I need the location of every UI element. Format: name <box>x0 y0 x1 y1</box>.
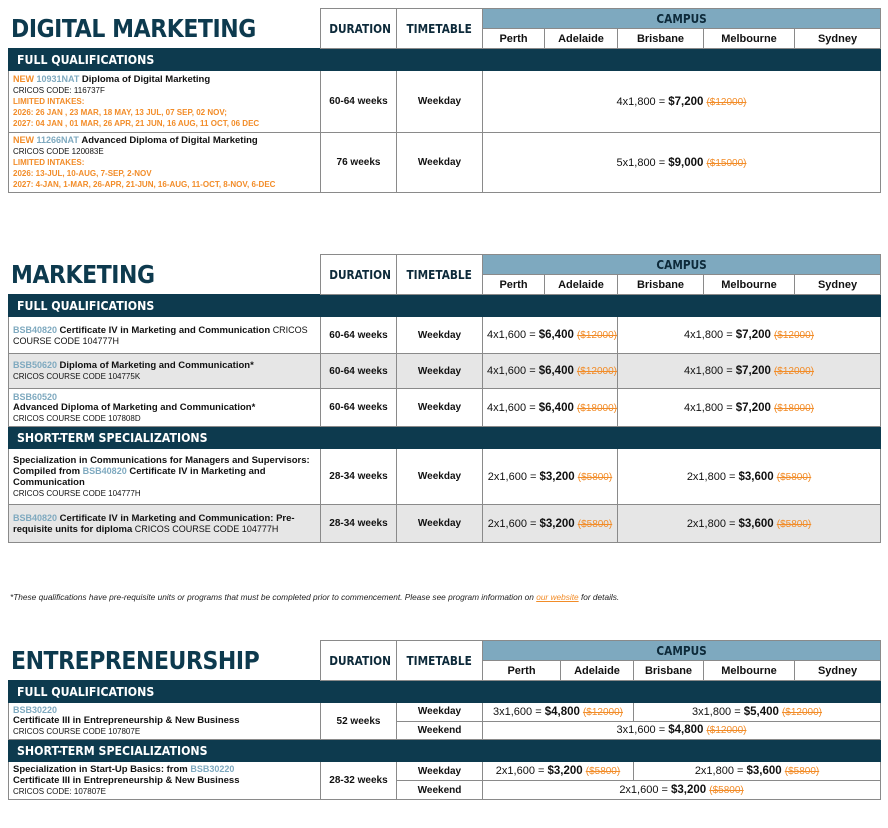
table-row <box>9 449 881 505</box>
timetable-value: Weekday <box>397 133 483 193</box>
city-sydney: Sydney <box>795 29 881 49</box>
entrepreneurship-section <box>8 640 880 800</box>
our-website-link[interactable]: our website <box>536 592 579 602</box>
price-value: 2x1,600 = $3,200 ($5800) <box>483 781 881 800</box>
duration-value: 28-34 weeks <box>321 505 397 543</box>
course-cell: BSB60520 Advanced Diploma of Marketing and Communication* CRICOS COURSE CODE 107808D <box>9 389 321 427</box>
duration-header: DURATION <box>321 255 397 295</box>
city-brisbane: Brisbane <box>634 661 704 681</box>
price-value: 2x1,800 = $3,600 ($5800) <box>634 762 881 781</box>
digital-marketing-section <box>8 8 880 193</box>
table-row <box>9 71 881 133</box>
marketing-table <box>8 254 881 543</box>
duration-value: 60-64 weeks <box>321 389 397 427</box>
marketing-section <box>8 254 880 543</box>
city-adelaide: Adelaide <box>545 29 618 49</box>
campus-header: CAMPUS <box>483 641 881 661</box>
course-cell: BSB40820 Certificate IV in Marketing and Communication: Pre-requisite units for diploma CRICOS COURSE CODE 104777H <box>9 505 321 543</box>
timetable-value: Weekday <box>397 317 483 354</box>
timetable-weekend: Weekend <box>397 721 483 740</box>
city-sydney: Sydney <box>795 661 881 681</box>
price-value: 4x1,800 = $7,200 ($12000) <box>618 317 881 354</box>
band-short-term: SHORT-TERM SPECIALIZATIONS <box>9 427 881 449</box>
city-brisbane: Brisbane <box>618 275 704 295</box>
table-row <box>9 354 881 389</box>
price-value: 4x1,800 = $7,200 ($18000) <box>618 389 881 427</box>
course-name: Diploma of Digital Marketing <box>81 74 211 85</box>
duration-value: 60-64 weeks <box>321 354 397 389</box>
price-value: 4x1,800 = $7,200 ($12000) <box>618 354 881 389</box>
campus-header: CAMPUS <box>483 9 881 29</box>
timetable-value: Weekday <box>397 71 483 133</box>
timetable-weekday: Weekday <box>397 703 483 722</box>
course-cell: NEW 11266NAT Advanced Diploma of Digital Marketing CRICOS CODE 120083E LIMITED INTAKES: 2026: 13-JUL, 10-AUG, 7-SEP, 2-NOV 2027: 4-JAN, 1-MAR, 26-APR, 21-JUN, 16-AUG, 11-OCT, 8-NOV, 6-DEC <box>9 133 321 193</box>
price-value: 3x1,600 = $4,800 ($12000) <box>483 721 881 740</box>
duration-value: 28-34 weeks <box>321 449 397 505</box>
city-perth: Perth <box>483 29 545 49</box>
section-title: ENTREPRENEURSHIP <box>10 645 259 675</box>
price-value: 4x1,600 = $6,400 ($12000) <box>483 317 618 354</box>
table-row <box>9 133 881 193</box>
price-value: 2x1,600 = $3,200 ($5800) <box>483 762 634 781</box>
city-sydney: Sydney <box>795 275 881 295</box>
timetable-value: Weekday <box>397 389 483 427</box>
timetable-weekend: Weekend <box>397 781 483 800</box>
duration-header: DURATION <box>321 641 397 681</box>
price-value: 4x1,600 = $6,400 ($18000) <box>483 389 618 427</box>
course-cell: BSB30220 Certificate III in Entrepreneurship & New Business CRICOS COURSE CODE 107807E <box>9 703 321 740</box>
timetable-value: Weekday <box>397 505 483 543</box>
section-title: DIGITAL MARKETING <box>10 13 256 43</box>
duration-value: 28-32 weeks <box>321 762 397 800</box>
city-adelaide: Adelaide <box>545 275 618 295</box>
band-full-qualifications: FULL QUALIFICATIONS <box>9 295 881 317</box>
price-value: 3x1,800 = $5,400 ($12000) <box>634 703 881 722</box>
timetable-header: TIMETABLE <box>397 9 483 49</box>
timetable-header: TIMETABLE <box>397 255 483 295</box>
duration-value: 60-64 weeks <box>321 71 397 133</box>
course-cell: BSB50620 Diploma of Marketing and Communication* CRICOS COURSE CODE 104775K <box>9 354 321 389</box>
course-name: Advanced Diploma of Digital Marketing <box>81 135 258 146</box>
price-value: 4x1,600 = $6,400 ($12000) <box>483 354 618 389</box>
price-value: 2x1,600 = $3,200 ($5800) <box>483 449 618 505</box>
price-value: 5x1,800 = $9,000 ($15000) <box>483 133 881 193</box>
price-value: 3x1,600 = $4,800 ($12000) <box>483 703 634 722</box>
city-melbourne: Melbourne <box>704 275 795 295</box>
city-melbourne: Melbourne <box>704 661 795 681</box>
table-row <box>9 389 881 427</box>
table-row <box>9 703 881 722</box>
digital-marketing-table <box>8 8 881 193</box>
table-row <box>9 762 881 781</box>
course-code: 11266NAT <box>36 135 79 145</box>
price-value: 2x1,800 = $3,600 ($5800) <box>618 505 881 543</box>
price-value: 2x1,600 = $3,200 ($5800) <box>483 505 618 543</box>
campus-header: CAMPUS <box>483 255 881 275</box>
course-cell: NEW 10931NAT Diploma of Digital Marketing CRICOS CODE: 116737F LIMITED INTAKES: 2026: 26 JAN , 23 MAR, 18 MAY, 13 JUL, 07 SEP, 02 NOV; 2027: 04 JAN , 01 MAR, 26 APR, 21 JUN, 16 AUG, 11 OCT, 06 DEC <box>9 71 321 133</box>
city-melbourne: Melbourne <box>704 29 795 49</box>
table-row <box>9 317 881 354</box>
timetable-value: Weekday <box>397 449 483 505</box>
city-brisbane: Brisbane <box>618 29 704 49</box>
band-full-qualifications: FULL QUALIFICATIONS <box>9 681 881 703</box>
duration-value: 76 weeks <box>321 133 397 193</box>
timetable-header: TIMETABLE <box>397 641 483 681</box>
table-row <box>9 505 881 543</box>
band-full-qualifications: FULL QUALIFICATIONS <box>9 49 881 71</box>
timetable-weekday: Weekday <box>397 762 483 781</box>
city-perth: Perth <box>483 275 545 295</box>
section-title: MARKETING <box>10 259 155 289</box>
course-cell: BSB40820 Certificate IV in Marketing and Communication CRICOS COURSE CODE 104777H <box>9 317 321 354</box>
duration-value: 52 weeks <box>321 703 397 740</box>
footnote: *These qualifications have pre-requisite units or programs that must be completed prior to commencement. Please see program information on our website for details. <box>10 592 620 602</box>
course-cell: Specialization in Communications for Managers and Supervisors: Compiled from BSB40820 Certificate IV in Marketing and Communication CRICOS COURSE CODE 104777H <box>9 449 321 505</box>
duration-value: 60-64 weeks <box>321 317 397 354</box>
entrepreneurship-table <box>8 640 881 800</box>
city-perth: Perth <box>483 661 561 681</box>
duration-header: DURATION <box>321 9 397 49</box>
band-short-term: SHORT-TERM SPECIALIZATIONS <box>9 740 881 762</box>
city-adelaide: Adelaide <box>561 661 634 681</box>
course-cell: Specialization in Start-Up Basics: from BSB30220 Certificate III in Entrepreneurship & New Business CRICOS CODE: 107807E <box>9 762 321 800</box>
price-value: 4x1,800 = $7,200 ($12000) <box>483 71 881 133</box>
price-value: 2x1,800 = $3,600 ($5800) <box>618 449 881 505</box>
course-code: 10931NAT <box>36 74 80 84</box>
timetable-value: Weekday <box>397 354 483 389</box>
section-title-cell <box>9 9 321 49</box>
